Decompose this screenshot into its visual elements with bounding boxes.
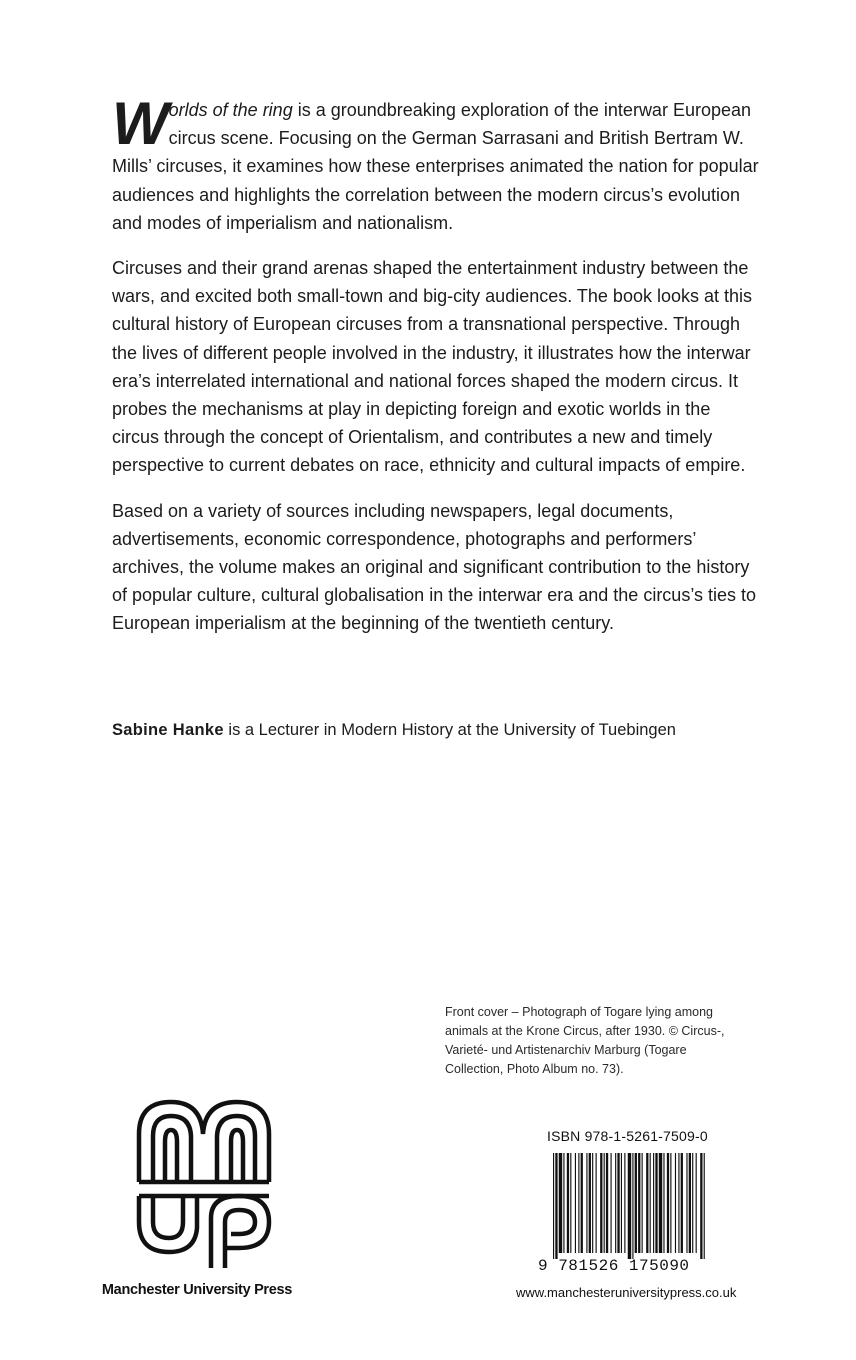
barcode-icon xyxy=(553,1153,705,1259)
isbn-label: ISBN 978-1-5261-7509-0 xyxy=(547,1128,708,1144)
blurb-paragraph-2: Circuses and their grand arenas shaped the entertainment industry between the wars, and excited both small-town and big-city audiences. The book looks at this cultural history of European circuses from a transnational perspective. Through the lives of different people involved in the industry, it illustrates how the interwar era’s interrelated international and national forces shaped the modern circus. It probes the mechanisms at play in depicting foreign and exotic worlds in the circus through the concept of Orientalism, and contributes a new and timely perspective to current debates on race, ethnicity and cultural impacts of empire. xyxy=(112,258,753,476)
back-cover-blurb xyxy=(112,90,762,655)
cover-credit: Front cover – Photograph of Togare lying among animals at the Krone Circus, after 1930. © Circus-, Varieté- und Artistenarchiv Marburg (Togare Collection, Photo Album no. 73). xyxy=(445,1005,725,1076)
drop-cap: W xyxy=(112,90,167,157)
author-bio xyxy=(112,717,762,743)
publisher-website: www.manchesteruniversitypress.co.uk xyxy=(516,1285,737,1300)
blurb-paragraph-3: Based on a variety of sources including newspapers, legal documents, advertisements, economic correspondence, photographs and performers’ archives, the volume makes an original and significant contribution to the history of popular culture, cultural globalisation in the interwar era and the circus’s ties to European imperialism at the beginning of the twentieth century. xyxy=(112,500,757,634)
blurb-paragraph-1 xyxy=(112,90,762,237)
book-title: orlds of the ring xyxy=(168,100,293,120)
publisher-name: Manchester University Press xyxy=(101,1282,293,1298)
author-description: is a Lecturer in Modern History at the University of Tuebingen xyxy=(223,721,676,739)
author-name: Sabine Hanke xyxy=(112,721,224,739)
barcode-digits: 9 781526 175090 xyxy=(538,1257,690,1275)
mup-logo-icon xyxy=(135,1098,275,1270)
blurb-paragraph-1-text: is a groundbreaking exploration of the interwar European circus scene. Focusing on the German Sarrasani and British Bertram W. Mills’ circuses, it examines how these enterprises animated the nation for popular audiences and highlights the correlation between the modern circus’s evolution and modes of imperialism and nationalism. xyxy=(112,100,759,233)
